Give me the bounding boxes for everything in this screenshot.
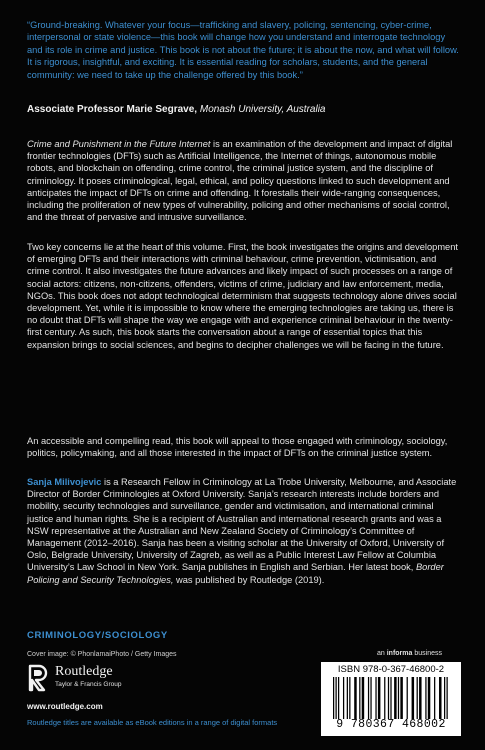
subject-category: CRIMINOLOGY/SOCIOLOGY bbox=[27, 630, 168, 641]
isbn-barcode bbox=[321, 662, 461, 736]
barcode-bar bbox=[375, 677, 376, 719]
barcode-bar bbox=[394, 677, 396, 719]
endorsement-attribution bbox=[27, 103, 459, 116]
publisher-logo bbox=[27, 664, 167, 704]
informa-suffix: business bbox=[412, 650, 442, 657]
barcode-bar bbox=[407, 677, 408, 719]
barcode-bar bbox=[359, 677, 360, 719]
cover-image-credit: Cover image: © PhonlamaiPhoto / Getty Images bbox=[27, 651, 177, 658]
description-paragraph-1-text: is an examination of the development and impact of digital frontier technologies (DFTs) such as Artificial Intelligence, the Internet of things, autonomous mobile robots, and blockchain on offending, crime control, the criminal justice system, and the discipline of criminology. It poses criminological, legal, ethical, and policy questions linked to such development and anticipates the impact of DFTs on crime and offending. It forestalls their wide-ranging consequences, including the proliferation of new types of vulnerability, policing and other mechanisms of social control, and the threat of pervasive and intrusive surveillance. bbox=[27, 139, 453, 223]
barcode-bar bbox=[378, 677, 380, 719]
barcode-bars bbox=[333, 677, 449, 719]
barcode-bar bbox=[347, 677, 348, 719]
book-title-inline: Crime and Punishment in the Future Internet bbox=[27, 139, 211, 149]
barcode-bar bbox=[400, 677, 402, 719]
barcode-bar bbox=[425, 677, 426, 719]
endorser-name: Associate Professor Marie Segrave, bbox=[27, 104, 198, 115]
barcode-bar bbox=[398, 677, 399, 719]
barcode-bar bbox=[362, 677, 364, 719]
endorsement-quote: “Ground-breaking. Whatever your focus—trafficking and slavery, policing, sentencing, cyber-crime, interpersonal or state violence—this book will change how you understand and interrogate technology and its role in crime and justice. This book is not about the future; it is about the now, and what will follow. It is rigorous, insightful, and exciting. It is essential reading for scholars, students, and the general community: we need to take up the challenge offered by this book.” bbox=[27, 20, 459, 80]
publisher-name: Routledge bbox=[55, 664, 113, 679]
description-paragraph-1 bbox=[27, 138, 459, 223]
isbn-number: ISBN 978-0-367-46800-2 bbox=[337, 664, 445, 675]
publisher-website[interactable]: www.routledge.com bbox=[27, 702, 103, 711]
barcode-bar bbox=[384, 677, 385, 719]
barcode-bar bbox=[439, 677, 441, 719]
author-bio bbox=[27, 476, 459, 586]
author-latest-book: Border Policing and Security Technologies, bbox=[27, 562, 444, 585]
informa-business-label bbox=[377, 650, 442, 657]
routledge-logo-icon bbox=[27, 664, 51, 692]
barcode-bar bbox=[419, 677, 421, 719]
publisher-group: Taylor & Francis Group bbox=[55, 681, 122, 688]
informa-prefix: an bbox=[377, 650, 387, 657]
author-name: Sanja Milivojevic bbox=[27, 477, 102, 487]
barcode-digits: 9 780367 468002 bbox=[336, 718, 446, 731]
author-bio-text: is a Research Fellow in Criminology at La Trobe University, Melbourne, and Associate Director of Border Criminologies at Oxford University. Sanja’s research interests include borders and mobility, security technologies and surveillance, gender and victimisation, and international criminal justice and human rights. She is a recipient of Australian and international research grants and was a NSW representative at the Australian and New Zealand Society of Criminology’s Committee of Management (2012–2016). Sanja has been a visiting scholar at the University of Oxford, University of Oslo, Belgrade University, University of Zagreb, as well as a Public Interest Law Fellow at Columbia University’s Law School in New York. Sanja publishes in English and Serbian. Her latest book, bbox=[27, 477, 457, 573]
barcode-bar bbox=[354, 677, 356, 719]
barcode-bar bbox=[370, 677, 371, 719]
description-paragraph-3: An accessible and compelling read, this book will appeal to those engaged with criminology, sociology, politics, policymaking, and all those interested in the impact of DFTs on the criminal justice system. bbox=[27, 436, 448, 459]
barcode-bar bbox=[349, 677, 350, 719]
barcode-bar bbox=[333, 677, 334, 719]
barcode-bar bbox=[447, 677, 448, 719]
barcode-bar bbox=[338, 677, 339, 719]
barcode-bar bbox=[417, 677, 418, 719]
description-paragraph-2: Two key concerns lie at the heart of this volume. First, the book investigates the origins and development of emerging DFTs and their interactions with criminal behaviour, crime prevention, victimisation, and crime control. It also investigates the future advances and likely impact of such processes on a range of social actors: citizens, non-citizens, offenders, victims of crime, judiciary and law enforcement, media, NGOs. This book does not adopt technological determinism that suggests technology alone drives social development. Yet, while it is impossible to know where the emerging technologies are taking us, there is no doubt that DFTs will shape the way we engage with and experience criminal behaviour in the twenty-first century. As such, this book starts the conversation about a range of essential topics that this expansion brings to social sciences, and begins to decipher challenges we will be facing in the future. bbox=[27, 242, 458, 350]
barcode-bar bbox=[390, 677, 391, 719]
ebook-availability-note: Routledge titles are available as eBook editions in a range of digital formats bbox=[27, 718, 278, 727]
barcode-bar bbox=[343, 677, 344, 719]
informa-name: informa bbox=[386, 650, 413, 657]
barcode-bar bbox=[368, 677, 369, 719]
barcode-bar bbox=[434, 677, 435, 719]
barcode-bar bbox=[388, 677, 389, 719]
endorser-affiliation: Monash University, Australia bbox=[199, 104, 326, 115]
barcode-bar bbox=[335, 677, 336, 719]
barcode-bar bbox=[412, 677, 414, 719]
barcode-bar bbox=[428, 677, 430, 719]
barcode-bar bbox=[444, 677, 445, 719]
author-bio-end: was published by Routledge (2019). bbox=[173, 574, 325, 585]
